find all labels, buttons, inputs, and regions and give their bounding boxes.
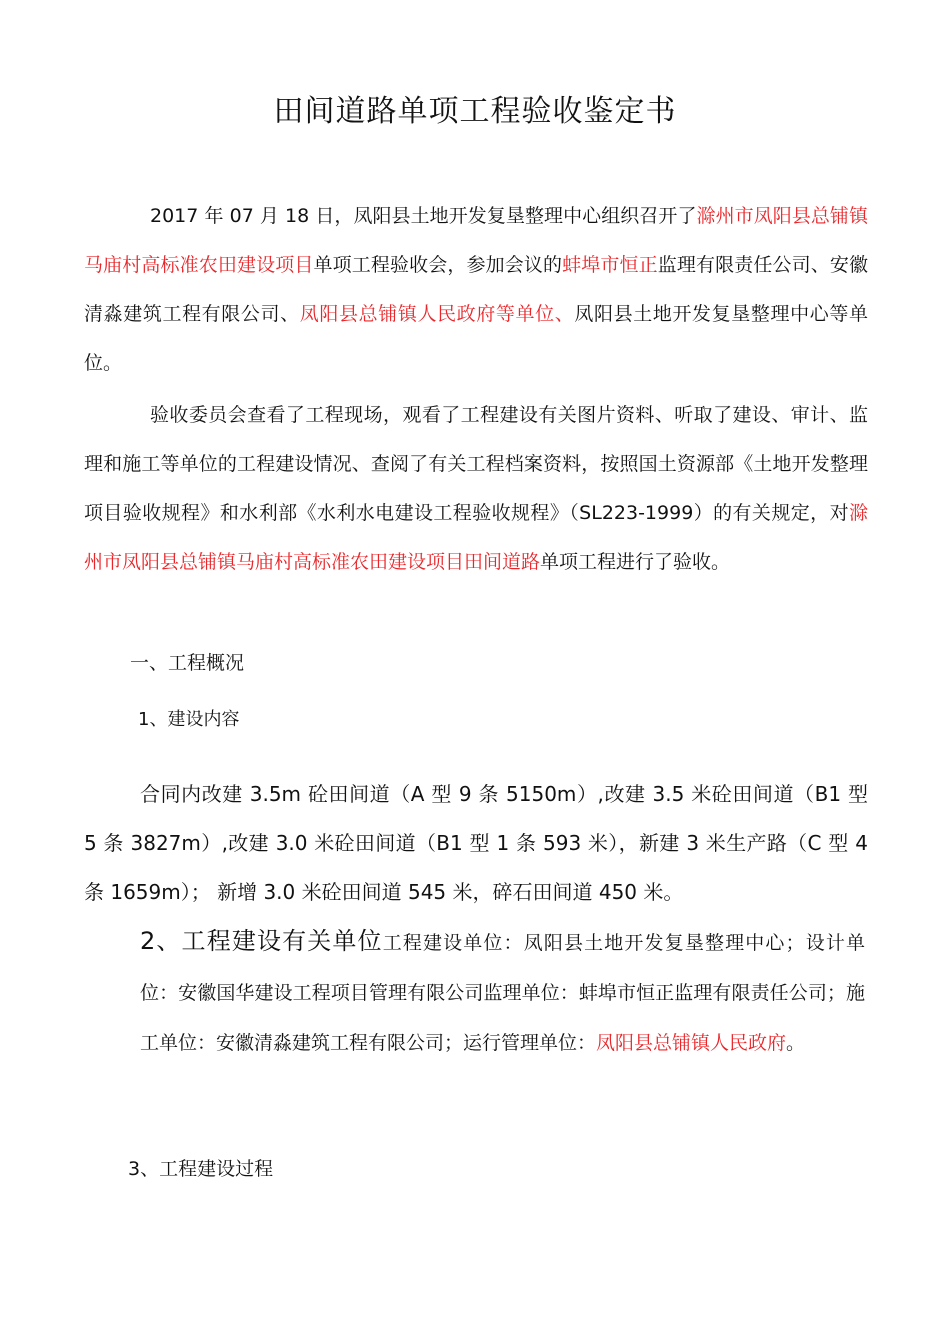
- text-span: 验收委员会查看了工程现场，观看了工程建设有关图片资料、听取了建设、审计、监理和施工等单位的工程建设情况、查阅了有关工程档案资料，按照国土资源部《土地开发整理项目验收规程》和水利部《水利水电建设工程验收规程》（SL223-1999）的有关规定，对: [84, 404, 868, 524]
- text-span: 单项工程验收会，参加会议的: [313, 254, 563, 276]
- subsection-heading-units: 2、工程建设有关单位: [140, 927, 383, 955]
- text-span: 。: [786, 1032, 806, 1054]
- highlight-project-road: 滁州市凤阳县总铺镇马庙村高标准农田建设项目田间道路: [84, 502, 868, 573]
- section-heading-overview: 一、工程概况: [130, 652, 245, 674]
- highlight-government: 凤阳县总铺镇人民政府等单位、: [299, 303, 575, 325]
- highlight-supervisor: 蚌埠市恒正: [562, 254, 658, 276]
- text-span: 2017 年 07 月 18 日，凤阳县土地开发复垦整理中心组织召开了: [150, 205, 697, 227]
- subsection-heading-content: 1、建设内容: [138, 709, 240, 730]
- paragraph-meeting: [84, 192, 868, 388]
- highlight-operator: 凤阳县总铺镇人民政府: [596, 1032, 787, 1054]
- subsection-heading-process: 3、工程建设过程: [128, 1158, 274, 1180]
- paragraph-related-units: [140, 916, 865, 1068]
- highlight-project-name: 滁州市凤阳县总铺镇马庙村高标准农田建设项目: [84, 205, 868, 276]
- text-span: 单项工程进行了验收。: [540, 551, 731, 573]
- paragraph-construction-content: 合同内改建 3.5m 砼田间道（A 型 9 条 5150m）,改建 3.5 米砼田间道（B1 型 5 条 3827m）,改建 3.0 米砼田间道（B1 型 1 条 593 米），新建 3 米生产路（C 型 4 条 1659m）； 新增 3.0 米砼田间道 545 米，碎石田间道 450 米。: [84, 782, 868, 904]
- paragraph-inspection: [84, 391, 868, 587]
- document-title: 田间道路单项工程验收鉴定书: [273, 94, 677, 129]
- text-span: 凤阳县土地开发复垦整理中心等单位。: [84, 303, 868, 374]
- text-span: 监理有限责任公司、安徽清淼建筑工程有限公司、: [84, 254, 868, 325]
- text-span: 工程建设单位：凤阳县土地开发复垦整理中心；设计单位：安徽国华建设工程项目管理有限公司监理单位：蚌埠市恒正监理有限责任公司；施工单位：安徽清淼建筑工程有限公司；运行管理单位：: [140, 932, 865, 1054]
